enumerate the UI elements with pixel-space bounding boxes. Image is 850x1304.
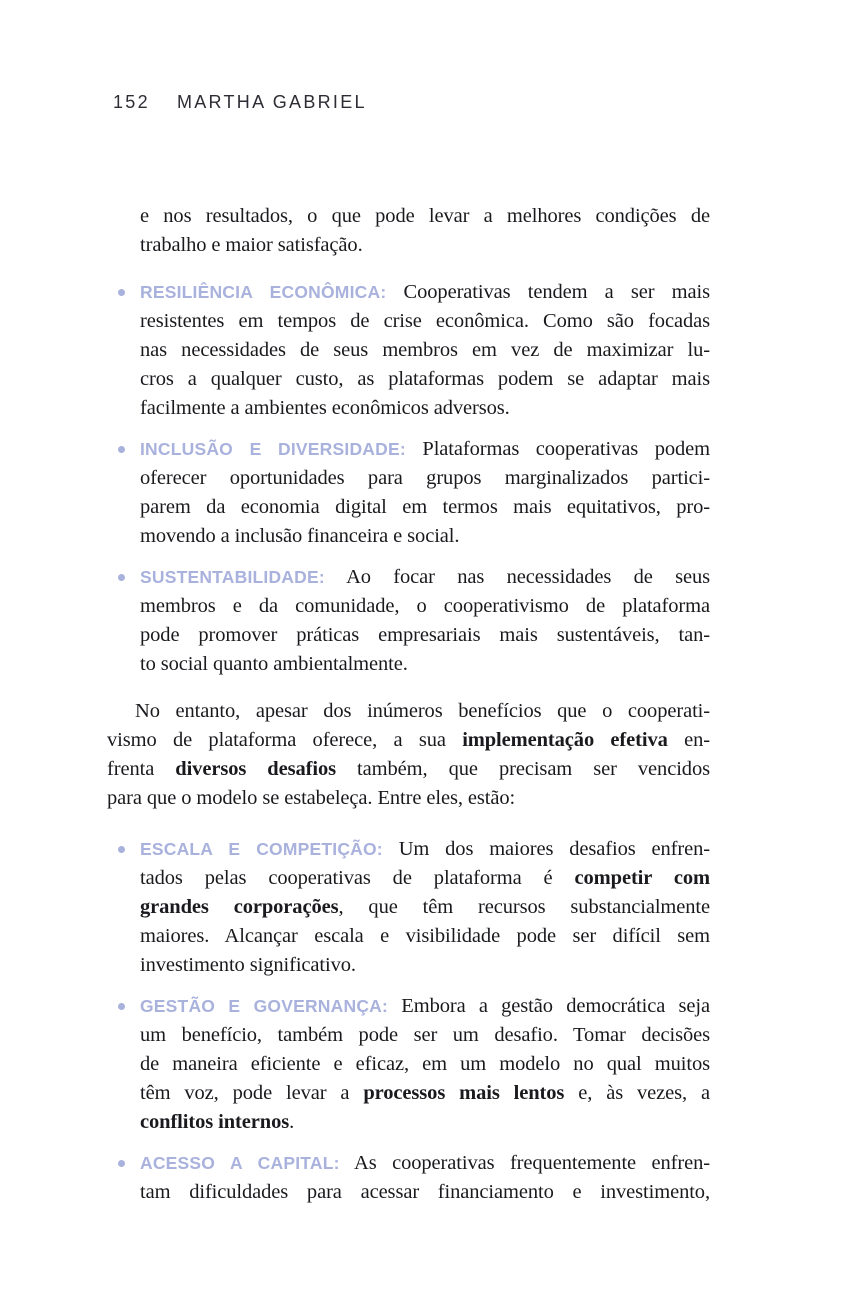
body-text: Plataformas cooperativas podem xyxy=(405,438,710,460)
bullet-label: RESILIÊNCIA ECONÔMICA: xyxy=(140,282,387,302)
running-head xyxy=(113,92,367,113)
body-text: de maneira eficiente e eficaz, em um modelo no qual muitos xyxy=(140,1053,710,1075)
text-line xyxy=(107,726,710,755)
text-line xyxy=(140,1021,710,1050)
bullet-item xyxy=(107,435,710,551)
text-line xyxy=(140,493,710,522)
bold-text: grandes corporações xyxy=(140,896,339,918)
text-line xyxy=(140,992,710,1021)
text-line xyxy=(140,1108,710,1137)
text-line xyxy=(140,307,710,336)
text-line xyxy=(140,365,710,394)
body-text: oferecer oportunidades para grupos marginalizados partici- xyxy=(140,467,710,489)
bullet-label: INCLUSÃO E DIVERSIDADE: xyxy=(140,439,406,459)
text-line xyxy=(140,922,710,951)
bold-text: conflitos internos xyxy=(140,1111,290,1133)
text-line xyxy=(140,435,710,464)
body-text: tam dificuldades para acessar financiamento e investimento, xyxy=(140,1181,710,1203)
text-line xyxy=(140,1178,710,1207)
body-text: facilmente a ambientes econômicos adversos. xyxy=(140,397,510,419)
body-text: maiores. Alcançar escala e visibilidade pode ser difícil sem xyxy=(140,925,710,947)
body-text: têm voz, pode levar a xyxy=(140,1082,364,1104)
bullet-item xyxy=(107,992,710,1137)
bullet-label: SUSTENTABILIDADE: xyxy=(140,567,325,587)
body-text: No entanto, apesar dos inúmeros benefícios que o cooperati- xyxy=(135,700,710,722)
body-text: também, que precisam ser vencidos xyxy=(335,758,710,780)
bullet-label: ACESSO A CAPITAL: xyxy=(140,1153,340,1173)
body-text: para que o modelo se estabeleça. Entre eles, estão: xyxy=(107,787,516,809)
body-text: um benefício, também pode ser um desafio. Tomar decisões xyxy=(140,1024,710,1046)
text-line xyxy=(140,394,710,423)
body-text: . xyxy=(289,1111,295,1133)
text-line xyxy=(107,755,710,784)
running-head-author: MARTHA GABRIEL xyxy=(176,92,367,112)
paragraph xyxy=(107,697,710,813)
bold-text: implementação efetiva xyxy=(462,729,668,751)
text-line xyxy=(140,951,710,980)
text-line xyxy=(140,1050,710,1079)
text-line xyxy=(140,278,710,307)
body-text: parem da economia digital em termos mais equitativos, pro- xyxy=(140,496,710,518)
text-line xyxy=(140,835,710,864)
body-text: trabalho e maior satisfação. xyxy=(140,234,363,256)
paragraph xyxy=(140,202,710,260)
text-line xyxy=(140,650,710,679)
body-text: movendo a inclusão financeira e social. xyxy=(140,525,460,547)
bullet-icon xyxy=(118,574,125,581)
text-line xyxy=(140,336,710,365)
body-text: Cooperativas tendem a ser mais xyxy=(386,281,710,303)
bullet-icon xyxy=(118,1003,125,1010)
text-line xyxy=(140,522,710,551)
bullet-icon xyxy=(118,1160,125,1167)
bullet-icon xyxy=(118,846,125,853)
body-text: membros e da comunidade, o cooperativismo de plataforma xyxy=(140,595,710,617)
body-text: vismo de plataforma oferece, a sua xyxy=(107,729,463,751)
bullet-item xyxy=(107,563,710,679)
text-line xyxy=(140,592,710,621)
bullet-label: ESCALA E COMPETIÇÃO: xyxy=(140,839,383,859)
body-text: investimento significativo. xyxy=(140,954,356,976)
bold-text: diversos desafios xyxy=(175,758,336,780)
body-text: Ao focar nas necessidades de seus xyxy=(324,566,710,588)
bullet-icon xyxy=(118,446,125,453)
text-line xyxy=(107,697,710,726)
text-line xyxy=(140,464,710,493)
text-column xyxy=(107,202,710,1219)
text-line xyxy=(140,864,710,893)
text-line xyxy=(140,202,710,231)
body-text: pode promover práticas empresariais mais sustentáveis, tan- xyxy=(140,624,710,646)
body-text: to social quanto ambientalmente. xyxy=(140,653,408,675)
bold-text: processos mais lentos xyxy=(363,1082,565,1104)
body-text: e nos resultados, o que pode levar a melhores condições de xyxy=(140,205,710,227)
body-text: tados pelas cooperativas de plataforma é xyxy=(140,867,575,889)
bullet-item xyxy=(107,1149,710,1207)
bullet-item xyxy=(107,835,710,980)
text-line xyxy=(140,893,710,922)
page-number: 152 xyxy=(113,92,150,112)
text-line xyxy=(107,784,710,813)
body-text: e, às vezes, a xyxy=(564,1082,710,1104)
text-line xyxy=(140,231,710,260)
body-text: cros a qualquer custo, as plataformas podem se adaptar mais xyxy=(140,368,710,390)
text-line xyxy=(140,1149,710,1178)
bullet-label: GESTÃO E GOVERNANÇA: xyxy=(140,996,389,1016)
text-line xyxy=(140,621,710,650)
body-text: nas necessidades de seus membros em vez de maximizar lu- xyxy=(140,339,710,361)
body-text: , que têm recursos substancialmente xyxy=(338,896,711,918)
bullet-item xyxy=(107,278,710,423)
body-text: en- xyxy=(667,729,711,751)
bullet-icon xyxy=(118,289,125,296)
bold-text: competir com xyxy=(574,867,711,889)
body-text: resistentes em tempos de crise econômica. Como são focadas xyxy=(140,310,710,332)
body-text: Um dos maiores desafios enfren- xyxy=(382,838,710,860)
body-text: As cooperativas frequentemente enfren- xyxy=(339,1152,710,1174)
body-text: Embora a gestão democrática seja xyxy=(388,995,710,1017)
body-text: frenta xyxy=(107,758,176,780)
text-line xyxy=(140,563,710,592)
text-line xyxy=(140,1079,710,1108)
